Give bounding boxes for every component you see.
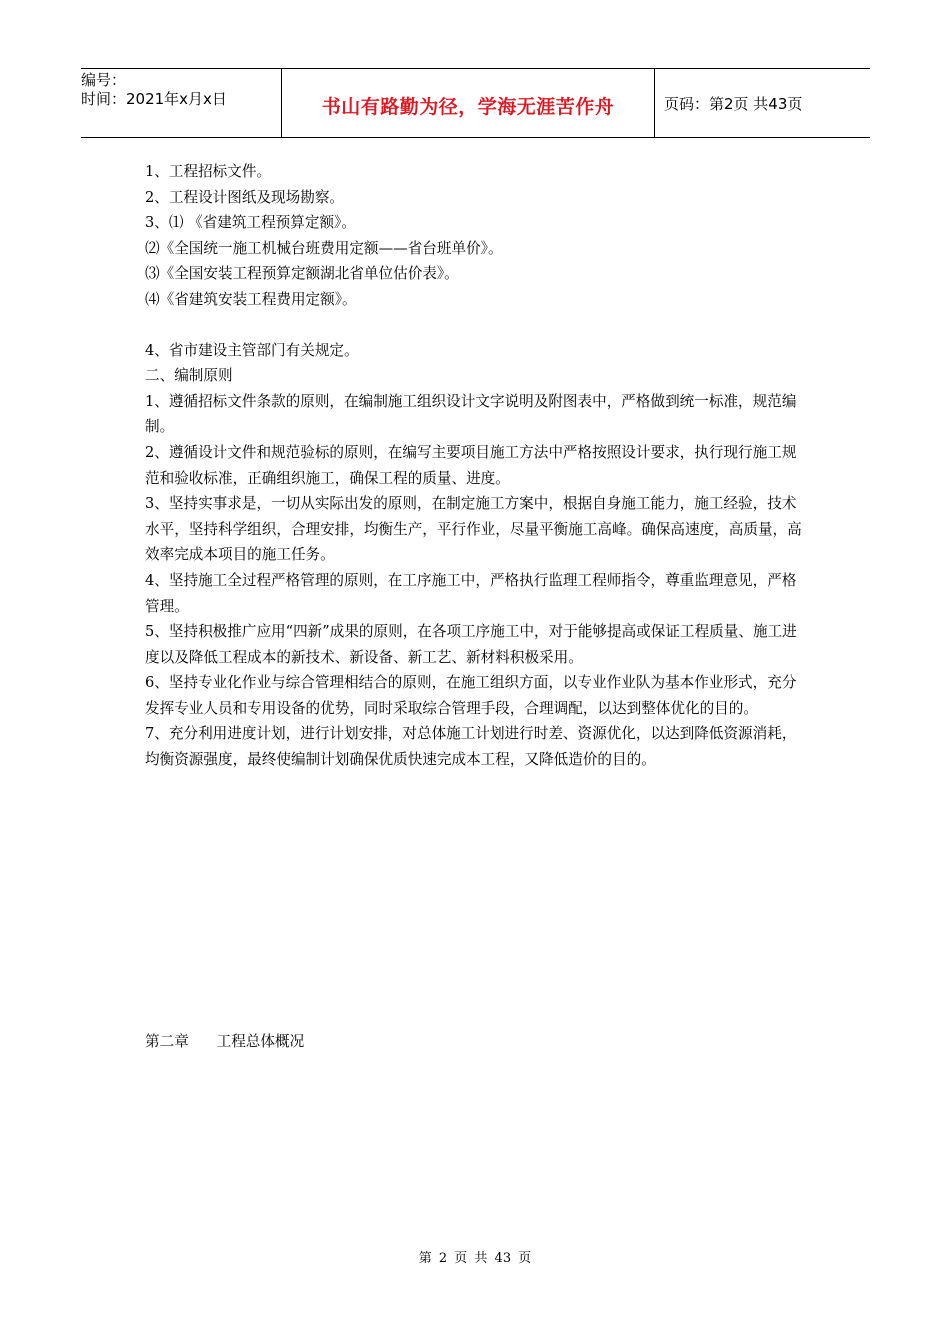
header-meta	[81, 69, 282, 137]
basis-item-1: 1、工程招标文件。	[145, 163, 272, 180]
principle-5: 5、坚持积极推广应用“四新”成果的原则，在各项工序施工中，对于能够提高或保证工程质量、施工进度以及降低工程成本的新技术、新设备、新工艺、新材料积极采用。	[145, 623, 797, 666]
chapter-heading: 第二章 工程总体概况	[145, 1033, 305, 1050]
principle-3: 3、坚持实事求是，一切从实际出发的原则，在制定施工方案中，根据自身施工能力，施工经验，技术水平，坚持科学组织，合理安排，均衡生产，平行作业，尽量平衡施工高峰。确保高速度，高质量，高效率完成本项目的施工任务。	[145, 495, 802, 564]
basis-item-3-1: 3、⑴ 《省建筑工程预算定额》。	[145, 214, 356, 232]
document-body	[145, 159, 810, 773]
principle-6: 6、坚持专业化作业与综合管理相结合的原则，在施工组织方面，以专业作业队为基本作业形式，充分发挥专业人员和专用设备的优势，同时采取综合管理手段，合理调配，以达到整体优化的目的。	[145, 674, 797, 717]
header-page-cell	[655, 69, 870, 137]
paragraph-gap	[145, 313, 810, 338]
page-footer: 第 2 页 共 43 页	[418, 1251, 532, 1266]
header-motto: 书山有路勤为径，学海无涯苦作舟	[321, 95, 615, 118]
doc-number-label: 编号：	[81, 71, 127, 89]
section-heading-principles: 二、编制原则	[145, 367, 233, 385]
basis-item-3-4: ⑷《省建筑安装工程费用定额》。	[145, 290, 357, 308]
principle-1: 1、遵循招标文件条款的原则，在编制施工组织设计文字说明及附图表中，严格做到统一标准，规范编制。	[145, 392, 797, 436]
header-page-label: 页码：第2页 共43页	[664, 94, 803, 113]
basis-item-3-2: ⑵《全国统一施工机械台班费用定额——省台班单价》。	[145, 239, 503, 257]
basis-item-2: 2、工程设计图纸及现场勘察。	[145, 188, 345, 206]
principle-2: 2、遵循设计文件和规范验标的原则，在编写主要项目施工方法中严格按照设计要求，执行现行施工规范和验收标准，正确组织施工，确保工程的质量、进度。	[145, 443, 797, 487]
principle-4: 4、坚持施工全过程严格管理的原则，在工序施工中，严格执行监理工程师指令，尊重监理意见，严格管理。	[145, 571, 797, 615]
header-motto-cell	[282, 69, 655, 137]
page-header	[81, 68, 870, 138]
basis-item-3-3: ⑶《全国安装工程预算定额湖北省单位估价表》。	[145, 265, 459, 283]
basis-item-4: 4、省市建设主管部门有关规定。	[145, 341, 359, 359]
principle-7: 7、充分利用进度计划，进行计划安排，对总体施工计划进行时差、资源优化，以达到降低资源消耗，均衡资源强度，最终使编制计划确保优质快速完成本工程，又降低造价的目的。	[145, 725, 797, 769]
doc-date-label: 时间：2021年x月x日	[81, 90, 227, 108]
